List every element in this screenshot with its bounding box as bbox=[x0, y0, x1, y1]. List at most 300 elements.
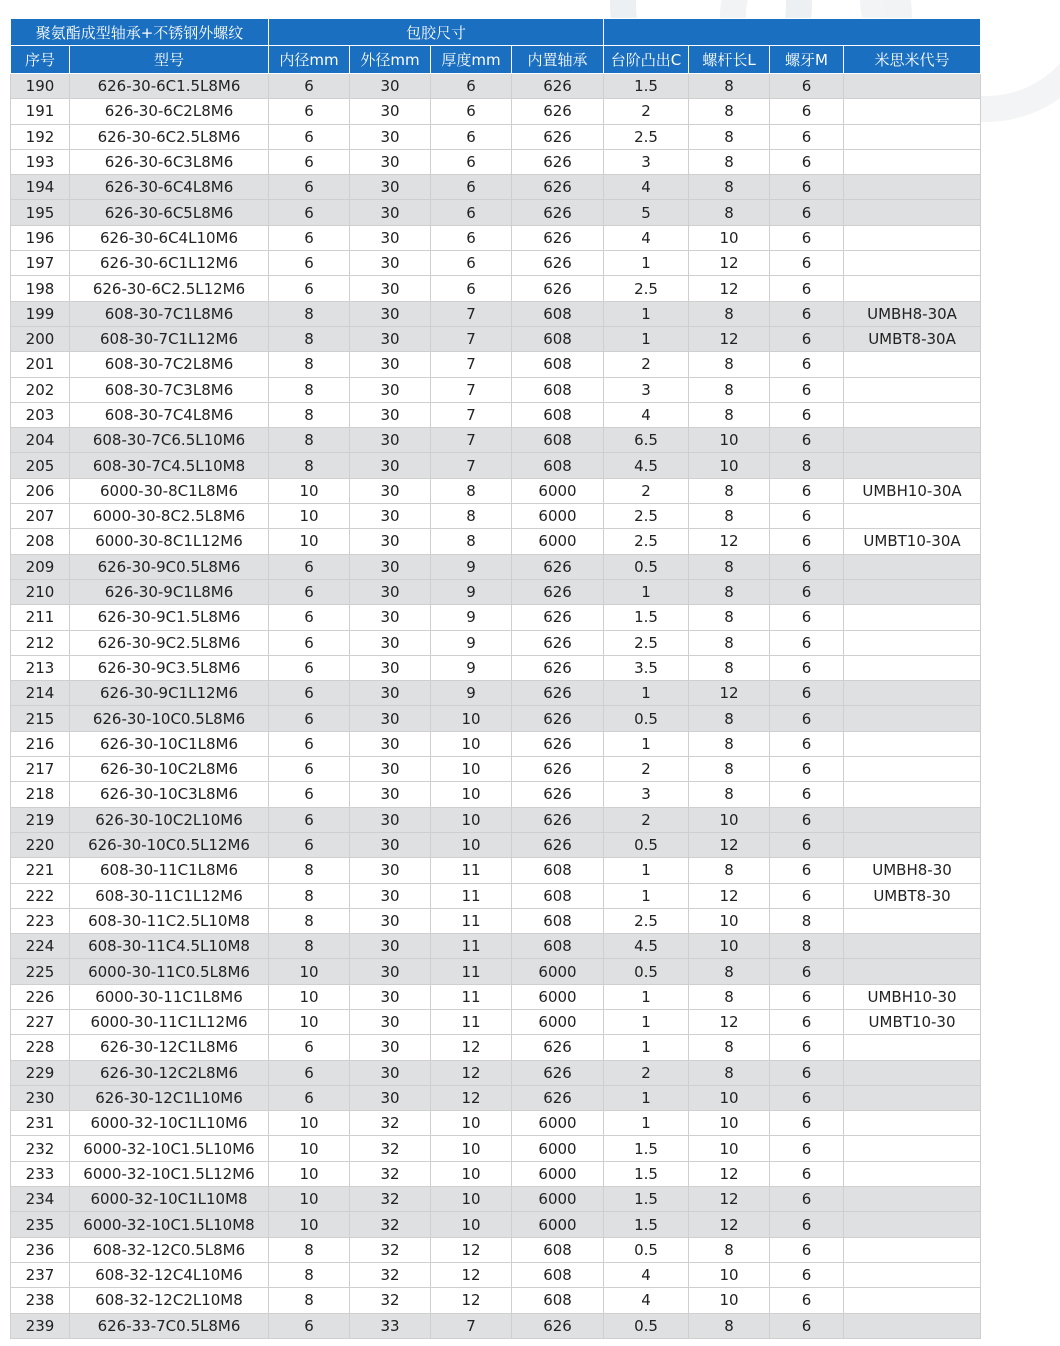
cell-misumi-code bbox=[844, 428, 981, 453]
cell-bearing: 6000 bbox=[512, 1136, 604, 1161]
cell-misumi-code bbox=[844, 605, 981, 630]
cell-screw-length: 12 bbox=[689, 883, 770, 908]
bearing-spec-table bbox=[10, 18, 981, 1339]
cell-step-c: 1 bbox=[604, 1009, 689, 1034]
cell-misumi-code bbox=[844, 1262, 981, 1287]
cell-outer-diameter: 30 bbox=[350, 1035, 431, 1060]
cell-thread: 8 bbox=[770, 934, 844, 959]
cell-outer-diameter: 30 bbox=[350, 807, 431, 832]
cell-inner-diameter: 6 bbox=[269, 655, 350, 680]
cell-screw-length: 8 bbox=[689, 757, 770, 782]
cell-step-c: 2.5 bbox=[604, 630, 689, 655]
cell-thickness: 8 bbox=[431, 504, 512, 529]
cell-screw-length: 12 bbox=[689, 276, 770, 301]
cell-screw-length: 8 bbox=[689, 1060, 770, 1085]
table-row bbox=[11, 706, 981, 731]
cell-misumi-code bbox=[844, 731, 981, 756]
cell-model: 608-30-11C4.5L10M8 bbox=[70, 934, 269, 959]
cell-no: 223 bbox=[11, 908, 70, 933]
cell-misumi-code: UMBT8-30A bbox=[844, 326, 981, 351]
cell-thickness: 10 bbox=[431, 1187, 512, 1212]
cell-thread: 6 bbox=[770, 630, 844, 655]
cell-thread: 8 bbox=[770, 453, 844, 478]
cell-inner-diameter: 10 bbox=[269, 478, 350, 503]
cell-no: 238 bbox=[11, 1288, 70, 1313]
cell-step-c: 0.5 bbox=[604, 832, 689, 857]
cell-step-c: 3 bbox=[604, 377, 689, 402]
table-row bbox=[11, 149, 981, 174]
cell-no: 239 bbox=[11, 1313, 70, 1338]
cell-screw-length: 8 bbox=[689, 175, 770, 200]
cell-model: 626-30-10C1L8M6 bbox=[70, 731, 269, 756]
cell-outer-diameter: 30 bbox=[350, 99, 431, 124]
cell-inner-diameter: 6 bbox=[269, 1313, 350, 1338]
cell-inner-diameter: 8 bbox=[269, 301, 350, 326]
cell-thread: 6 bbox=[770, 377, 844, 402]
cell-screw-length: 8 bbox=[689, 959, 770, 984]
cell-outer-diameter: 30 bbox=[350, 377, 431, 402]
table-row bbox=[11, 782, 981, 807]
cell-inner-diameter: 10 bbox=[269, 1161, 350, 1186]
table-row bbox=[11, 453, 981, 478]
cell-inner-diameter: 8 bbox=[269, 1237, 350, 1262]
cell-thickness: 7 bbox=[431, 352, 512, 377]
table-row bbox=[11, 1313, 981, 1338]
cell-model: 626-30-6C1L12M6 bbox=[70, 251, 269, 276]
cell-thickness: 6 bbox=[431, 276, 512, 301]
cell-model: 626-30-9C1.5L8M6 bbox=[70, 605, 269, 630]
cell-no: 196 bbox=[11, 225, 70, 250]
cell-thickness: 11 bbox=[431, 984, 512, 1009]
cell-step-c: 0.5 bbox=[604, 554, 689, 579]
cell-inner-diameter: 6 bbox=[269, 731, 350, 756]
cell-inner-diameter: 10 bbox=[269, 529, 350, 554]
table-row bbox=[11, 605, 981, 630]
cell-outer-diameter: 32 bbox=[350, 1161, 431, 1186]
cell-model: 6000-32-10C1L10M6 bbox=[70, 1111, 269, 1136]
cell-outer-diameter: 32 bbox=[350, 1212, 431, 1237]
cell-bearing: 626 bbox=[512, 605, 604, 630]
table-row bbox=[11, 74, 981, 99]
cell-misumi-code bbox=[844, 402, 981, 427]
cell-outer-diameter: 30 bbox=[350, 605, 431, 630]
cell-inner-diameter: 6 bbox=[269, 832, 350, 857]
cell-step-c: 1 bbox=[604, 731, 689, 756]
cell-model: 608-30-11C1L8M6 bbox=[70, 858, 269, 883]
cell-inner-diameter: 6 bbox=[269, 807, 350, 832]
cell-outer-diameter: 30 bbox=[350, 276, 431, 301]
cell-thickness: 7 bbox=[431, 1313, 512, 1338]
cell-step-c: 2.5 bbox=[604, 504, 689, 529]
cell-bearing: 608 bbox=[512, 301, 604, 326]
cell-inner-diameter: 8 bbox=[269, 453, 350, 478]
cell-screw-length: 8 bbox=[689, 124, 770, 149]
cell-model: 6000-30-8C1L8M6 bbox=[70, 478, 269, 503]
cell-screw-length: 8 bbox=[689, 858, 770, 883]
cell-thickness: 6 bbox=[431, 200, 512, 225]
cell-screw-length: 8 bbox=[689, 1313, 770, 1338]
cell-misumi-code bbox=[844, 1136, 981, 1161]
cell-no: 222 bbox=[11, 883, 70, 908]
cell-model: 626-30-9C1L8M6 bbox=[70, 579, 269, 604]
cell-misumi-code: UMBH8-30A bbox=[844, 301, 981, 326]
cell-inner-diameter: 10 bbox=[269, 959, 350, 984]
cell-misumi-code bbox=[844, 832, 981, 857]
cell-inner-diameter: 6 bbox=[269, 630, 350, 655]
cell-step-c: 1 bbox=[604, 1111, 689, 1136]
cell-misumi-code: UMBH8-30 bbox=[844, 858, 981, 883]
column-header-inner-diameter: 内径mm bbox=[269, 46, 350, 74]
cell-misumi-code bbox=[844, 225, 981, 250]
cell-bearing: 6000 bbox=[512, 1161, 604, 1186]
cell-model: 626-30-6C5L8M6 bbox=[70, 200, 269, 225]
table-row bbox=[11, 99, 981, 124]
cell-step-c: 1.5 bbox=[604, 1212, 689, 1237]
cell-inner-diameter: 6 bbox=[269, 605, 350, 630]
cell-misumi-code bbox=[844, 1313, 981, 1338]
cell-thickness: 12 bbox=[431, 1035, 512, 1060]
table-body bbox=[11, 74, 981, 1339]
cell-no: 233 bbox=[11, 1161, 70, 1186]
cell-screw-length: 12 bbox=[689, 251, 770, 276]
cell-step-c: 6.5 bbox=[604, 428, 689, 453]
cell-step-c: 2 bbox=[604, 1060, 689, 1085]
cell-thickness: 8 bbox=[431, 529, 512, 554]
cell-screw-length: 8 bbox=[689, 402, 770, 427]
cell-screw-length: 8 bbox=[689, 782, 770, 807]
cell-thickness: 7 bbox=[431, 326, 512, 351]
cell-no: 206 bbox=[11, 478, 70, 503]
cell-misumi-code bbox=[844, 1060, 981, 1085]
cell-no: 237 bbox=[11, 1262, 70, 1287]
cell-thickness: 10 bbox=[431, 832, 512, 857]
cell-bearing: 626 bbox=[512, 731, 604, 756]
cell-thickness: 10 bbox=[431, 1136, 512, 1161]
cell-screw-length: 8 bbox=[689, 984, 770, 1009]
table-row bbox=[11, 276, 981, 301]
cell-screw-length: 8 bbox=[689, 352, 770, 377]
cell-inner-diameter: 10 bbox=[269, 1187, 350, 1212]
table-row bbox=[11, 579, 981, 604]
cell-screw-length: 10 bbox=[689, 934, 770, 959]
table-row bbox=[11, 1111, 981, 1136]
cell-thickness: 10 bbox=[431, 1161, 512, 1186]
cell-no: 209 bbox=[11, 554, 70, 579]
cell-inner-diameter: 6 bbox=[269, 1085, 350, 1110]
cell-no: 220 bbox=[11, 832, 70, 857]
table-row bbox=[11, 1085, 981, 1110]
cell-bearing: 626 bbox=[512, 757, 604, 782]
cell-no: 235 bbox=[11, 1212, 70, 1237]
cell-misumi-code bbox=[844, 655, 981, 680]
cell-model: 626-30-9C0.5L8M6 bbox=[70, 554, 269, 579]
column-header-no: 序号 bbox=[11, 46, 70, 74]
cell-bearing: 626 bbox=[512, 175, 604, 200]
cell-no: 226 bbox=[11, 984, 70, 1009]
cell-bearing: 626 bbox=[512, 74, 604, 99]
cell-step-c: 1.5 bbox=[604, 605, 689, 630]
cell-screw-length: 10 bbox=[689, 908, 770, 933]
cell-no: 218 bbox=[11, 782, 70, 807]
cell-outer-diameter: 32 bbox=[350, 1237, 431, 1262]
cell-misumi-code bbox=[844, 554, 981, 579]
cell-thread: 6 bbox=[770, 1212, 844, 1237]
cell-inner-diameter: 6 bbox=[269, 276, 350, 301]
cell-misumi-code bbox=[844, 1111, 981, 1136]
cell-step-c: 4.5 bbox=[604, 934, 689, 959]
cell-thickness: 8 bbox=[431, 478, 512, 503]
cell-thread: 6 bbox=[770, 858, 844, 883]
group-header-blank bbox=[604, 19, 981, 46]
cell-model: 608-30-11C1L12M6 bbox=[70, 883, 269, 908]
cell-model: 6000-30-11C0.5L8M6 bbox=[70, 959, 269, 984]
cell-thickness: 11 bbox=[431, 883, 512, 908]
cell-thickness: 11 bbox=[431, 908, 512, 933]
cell-outer-diameter: 30 bbox=[350, 402, 431, 427]
cell-thickness: 9 bbox=[431, 579, 512, 604]
cell-no: 212 bbox=[11, 630, 70, 655]
cell-screw-length: 8 bbox=[689, 1237, 770, 1262]
cell-thickness: 10 bbox=[431, 1111, 512, 1136]
cell-thread: 6 bbox=[770, 1161, 844, 1186]
cell-inner-diameter: 8 bbox=[269, 858, 350, 883]
cell-outer-diameter: 32 bbox=[350, 1187, 431, 1212]
cell-misumi-code bbox=[844, 276, 981, 301]
cell-inner-diameter: 6 bbox=[269, 74, 350, 99]
cell-no: 195 bbox=[11, 200, 70, 225]
cell-misumi-code bbox=[844, 251, 981, 276]
cell-thread: 6 bbox=[770, 579, 844, 604]
cell-model: 608-30-11C2.5L10M8 bbox=[70, 908, 269, 933]
cell-screw-length: 8 bbox=[689, 74, 770, 99]
cell-screw-length: 12 bbox=[689, 1009, 770, 1034]
table-row bbox=[11, 200, 981, 225]
cell-no: 234 bbox=[11, 1187, 70, 1212]
cell-model: 608-30-7C2L8M6 bbox=[70, 352, 269, 377]
cell-outer-diameter: 30 bbox=[350, 301, 431, 326]
cell-screw-length: 8 bbox=[689, 301, 770, 326]
table-row bbox=[11, 959, 981, 984]
cell-inner-diameter: 10 bbox=[269, 504, 350, 529]
cell-screw-length: 12 bbox=[689, 1212, 770, 1237]
cell-outer-diameter: 30 bbox=[350, 453, 431, 478]
cell-thickness: 7 bbox=[431, 428, 512, 453]
cell-thread: 6 bbox=[770, 757, 844, 782]
cell-outer-diameter: 30 bbox=[350, 630, 431, 655]
cell-step-c: 5 bbox=[604, 200, 689, 225]
cell-thickness: 12 bbox=[431, 1288, 512, 1313]
cell-bearing: 626 bbox=[512, 1060, 604, 1085]
cell-outer-diameter: 30 bbox=[350, 74, 431, 99]
cell-outer-diameter: 30 bbox=[350, 984, 431, 1009]
cell-misumi-code bbox=[844, 149, 981, 174]
table-row bbox=[11, 984, 981, 1009]
cell-misumi-code bbox=[844, 706, 981, 731]
cell-model: 626-30-6C2.5L8M6 bbox=[70, 124, 269, 149]
cell-outer-diameter: 30 bbox=[350, 1060, 431, 1085]
cell-thickness: 12 bbox=[431, 1237, 512, 1262]
cell-no: 203 bbox=[11, 402, 70, 427]
cell-thickness: 6 bbox=[431, 124, 512, 149]
cell-step-c: 0.5 bbox=[604, 1237, 689, 1262]
cell-model: 608-32-12C2L10M8 bbox=[70, 1288, 269, 1313]
cell-no: 192 bbox=[11, 124, 70, 149]
cell-thickness: 7 bbox=[431, 377, 512, 402]
cell-model: 626-30-10C2L10M6 bbox=[70, 807, 269, 832]
cell-screw-length: 8 bbox=[689, 655, 770, 680]
cell-screw-length: 8 bbox=[689, 149, 770, 174]
cell-thread: 6 bbox=[770, 326, 844, 351]
cell-misumi-code bbox=[844, 99, 981, 124]
table-row bbox=[11, 1262, 981, 1287]
cell-bearing: 608 bbox=[512, 934, 604, 959]
cell-misumi-code bbox=[844, 1288, 981, 1313]
cell-thickness: 10 bbox=[431, 731, 512, 756]
cell-bearing: 6000 bbox=[512, 529, 604, 554]
cell-thickness: 6 bbox=[431, 175, 512, 200]
cell-step-c: 1 bbox=[604, 251, 689, 276]
cell-misumi-code bbox=[844, 959, 981, 984]
cell-thickness: 10 bbox=[431, 1212, 512, 1237]
cell-screw-length: 8 bbox=[689, 377, 770, 402]
cell-outer-diameter: 30 bbox=[350, 782, 431, 807]
table-row bbox=[11, 554, 981, 579]
cell-outer-diameter: 30 bbox=[350, 883, 431, 908]
cell-screw-length: 8 bbox=[689, 478, 770, 503]
column-header-thickness: 厚度mm bbox=[431, 46, 512, 74]
cell-thread: 6 bbox=[770, 731, 844, 756]
table-row bbox=[11, 1035, 981, 1060]
table-row bbox=[11, 1161, 981, 1186]
cell-thickness: 7 bbox=[431, 301, 512, 326]
column-header-misumi-code: 米思米代号 bbox=[844, 46, 981, 74]
cell-inner-diameter: 6 bbox=[269, 251, 350, 276]
cell-thickness: 9 bbox=[431, 681, 512, 706]
cell-screw-length: 12 bbox=[689, 1161, 770, 1186]
cell-outer-diameter: 30 bbox=[350, 655, 431, 680]
cell-outer-diameter: 30 bbox=[350, 124, 431, 149]
cell-no: 202 bbox=[11, 377, 70, 402]
cell-thread: 6 bbox=[770, 1313, 844, 1338]
cell-thread: 6 bbox=[770, 782, 844, 807]
cell-no: 204 bbox=[11, 428, 70, 453]
cell-thread: 6 bbox=[770, 1288, 844, 1313]
cell-screw-length: 10 bbox=[689, 807, 770, 832]
cell-step-c: 4 bbox=[604, 1288, 689, 1313]
cell-thread: 6 bbox=[770, 1060, 844, 1085]
cell-inner-diameter: 6 bbox=[269, 200, 350, 225]
cell-thickness: 11 bbox=[431, 858, 512, 883]
cell-bearing: 626 bbox=[512, 681, 604, 706]
cell-step-c: 1 bbox=[604, 1035, 689, 1060]
cell-outer-diameter: 30 bbox=[350, 934, 431, 959]
cell-model: 626-30-10C0.5L8M6 bbox=[70, 706, 269, 731]
cell-step-c: 1 bbox=[604, 984, 689, 1009]
cell-inner-diameter: 8 bbox=[269, 402, 350, 427]
cell-screw-length: 10 bbox=[689, 1136, 770, 1161]
cell-bearing: 626 bbox=[512, 1085, 604, 1110]
cell-no: 198 bbox=[11, 276, 70, 301]
table-title: 聚氨酯成型轴承+不锈钢外螺纹 bbox=[11, 19, 269, 46]
column-header-outer-diameter: 外径mm bbox=[350, 46, 431, 74]
column-header-bearing: 内置轴承 bbox=[512, 46, 604, 74]
cell-bearing: 626 bbox=[512, 706, 604, 731]
table-row bbox=[11, 1136, 981, 1161]
cell-step-c: 3 bbox=[604, 782, 689, 807]
cell-screw-length: 8 bbox=[689, 554, 770, 579]
cell-no: 224 bbox=[11, 934, 70, 959]
table-row bbox=[11, 832, 981, 857]
cell-bearing: 626 bbox=[512, 99, 604, 124]
column-header-step-c: 台阶凸出C bbox=[604, 46, 689, 74]
cell-model: 608-30-7C1L12M6 bbox=[70, 326, 269, 351]
cell-no: 227 bbox=[11, 1009, 70, 1034]
cell-misumi-code bbox=[844, 782, 981, 807]
cell-no: 219 bbox=[11, 807, 70, 832]
table-row bbox=[11, 478, 981, 503]
cell-model: 6000-30-11C1L8M6 bbox=[70, 984, 269, 1009]
cell-outer-diameter: 30 bbox=[350, 504, 431, 529]
table-row bbox=[11, 934, 981, 959]
cell-thread: 6 bbox=[770, 959, 844, 984]
cell-bearing: 626 bbox=[512, 1035, 604, 1060]
cell-misumi-code: UMBH10-30A bbox=[844, 478, 981, 503]
cell-screw-length: 8 bbox=[689, 605, 770, 630]
cell-inner-diameter: 8 bbox=[269, 934, 350, 959]
cell-model: 6000-32-10C1.5L10M6 bbox=[70, 1136, 269, 1161]
cell-bearing: 626 bbox=[512, 1313, 604, 1338]
cell-bearing: 608 bbox=[512, 858, 604, 883]
cell-screw-length: 8 bbox=[689, 504, 770, 529]
cell-step-c: 2 bbox=[604, 757, 689, 782]
cell-thread: 6 bbox=[770, 832, 844, 857]
cell-inner-diameter: 6 bbox=[269, 681, 350, 706]
cell-bearing: 6000 bbox=[512, 478, 604, 503]
cell-thickness: 6 bbox=[431, 225, 512, 250]
cell-no: 208 bbox=[11, 529, 70, 554]
cell-model: 626-30-12C2L8M6 bbox=[70, 1060, 269, 1085]
cell-thickness: 10 bbox=[431, 706, 512, 731]
cell-thickness: 11 bbox=[431, 959, 512, 984]
cell-screw-length: 8 bbox=[689, 731, 770, 756]
cell-step-c: 2 bbox=[604, 478, 689, 503]
table-row bbox=[11, 681, 981, 706]
cell-step-c: 1 bbox=[604, 1085, 689, 1110]
cell-misumi-code bbox=[844, 757, 981, 782]
cell-step-c: 1 bbox=[604, 579, 689, 604]
cell-outer-diameter: 30 bbox=[350, 326, 431, 351]
cell-screw-length: 12 bbox=[689, 326, 770, 351]
cell-step-c: 1 bbox=[604, 883, 689, 908]
cell-thickness: 7 bbox=[431, 453, 512, 478]
cell-screw-length: 10 bbox=[689, 453, 770, 478]
cell-model: 6000-32-10C1.5L12M6 bbox=[70, 1161, 269, 1186]
cell-thickness: 9 bbox=[431, 630, 512, 655]
cell-misumi-code bbox=[844, 504, 981, 529]
cell-thread: 6 bbox=[770, 1085, 844, 1110]
cell-screw-length: 8 bbox=[689, 99, 770, 124]
cell-inner-diameter: 8 bbox=[269, 883, 350, 908]
cell-bearing: 626 bbox=[512, 276, 604, 301]
cell-bearing: 6000 bbox=[512, 1009, 604, 1034]
cell-thread: 6 bbox=[770, 1187, 844, 1212]
table-row bbox=[11, 1009, 981, 1034]
cell-screw-length: 8 bbox=[689, 1035, 770, 1060]
cell-bearing: 608 bbox=[512, 377, 604, 402]
cell-step-c: 4 bbox=[604, 402, 689, 427]
cell-outer-diameter: 30 bbox=[350, 149, 431, 174]
cell-model: 6000-30-8C1L12M6 bbox=[70, 529, 269, 554]
